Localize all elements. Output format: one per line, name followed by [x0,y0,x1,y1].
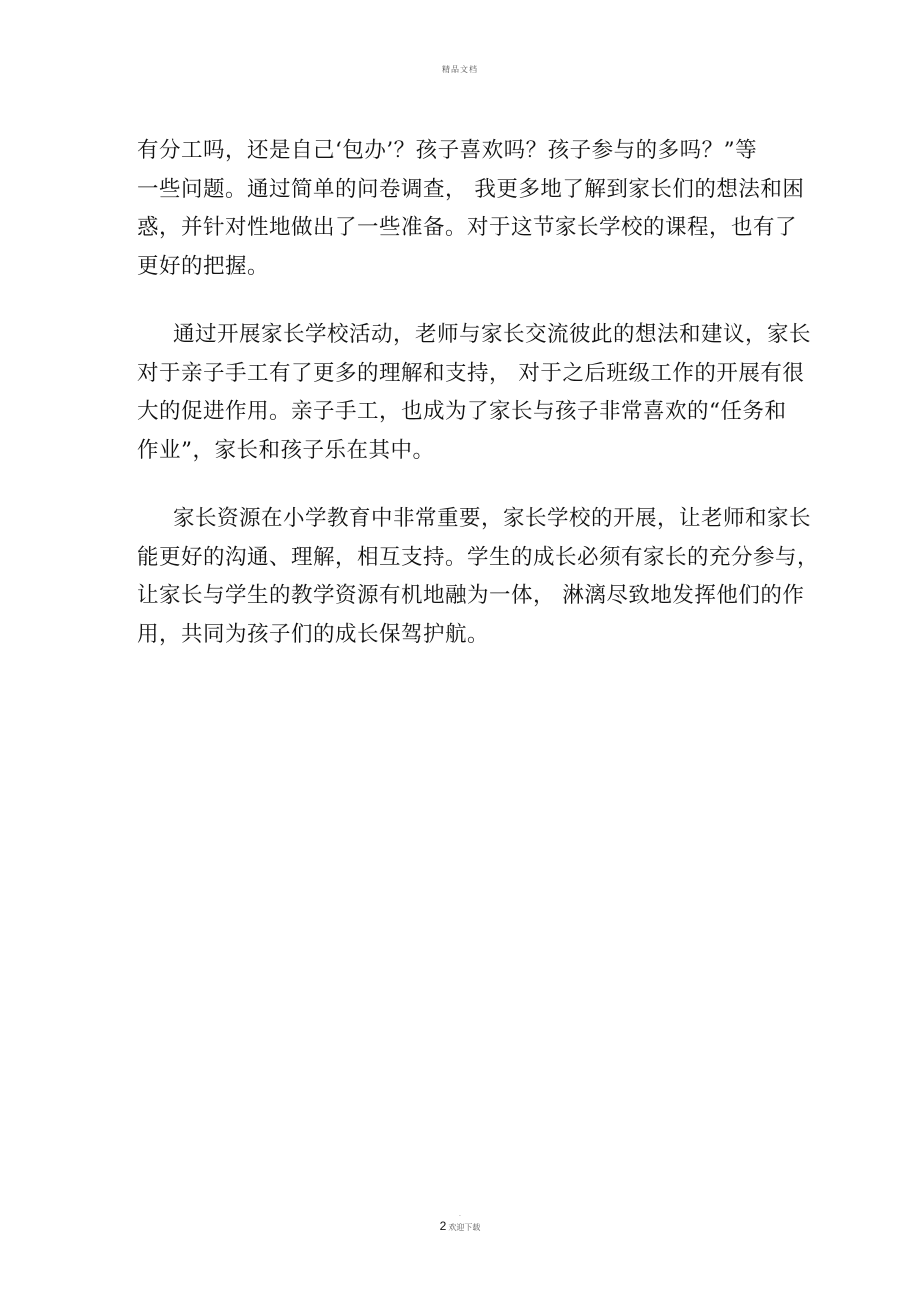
paragraph-2 [137,316,812,470]
text-line: 大的促进作用。亲子手工，也成为了家长与孩子非常喜欢的“任务和 [137,399,787,424]
text-line: 通过开展家长学校活动，老师与家长交流彼此的想法和建议，家长 [173,322,812,347]
paragraph-3 [137,500,820,654]
footer-dot: . [459,1211,461,1218]
text-line: 用，共同为孩子们的成长保驾护航。 [137,621,490,647]
header-watermark: 精品文档 [442,65,478,74]
text-line: 一些问题。通过简单的问卷调查， 我更多地了解到家长们的想法和困 [137,176,805,202]
footer-text: 欢迎下载 [448,1223,481,1232]
text-line: 家长资源在小学教育中非常重要，家长学校的开展，让老师和家长 [173,506,812,531]
page-number: 2 [439,1219,447,1233]
text-line: 能更好的沟通、理解，相互支持。学生的成长必须有家长的充分参与， [137,544,820,570]
text-line: 有分工吗，还是自己‘包办’？孩子喜欢吗？孩子参与的多吗？”等 [137,138,758,163]
text-line: 对于亲子手工有了更多的理解和支持， 对于之后班级工作的开展有很 [137,360,805,386]
text-line: 作业”，家长和孩子乐在其中。 [137,437,435,463]
text-line: 让家长与学生的教学资源有机地融为一体， 淋漓尽致地发挥他们的作 [137,583,805,608]
page-footer [0,1212,920,1235]
text-line: 惑，并针对性地做出了一些准备。对于这节家长学校的课程，也有了 [137,215,798,240]
document-body [137,132,820,684]
text-line: 更好的把握。 [137,253,270,279]
paragraph-1 [137,132,805,286]
